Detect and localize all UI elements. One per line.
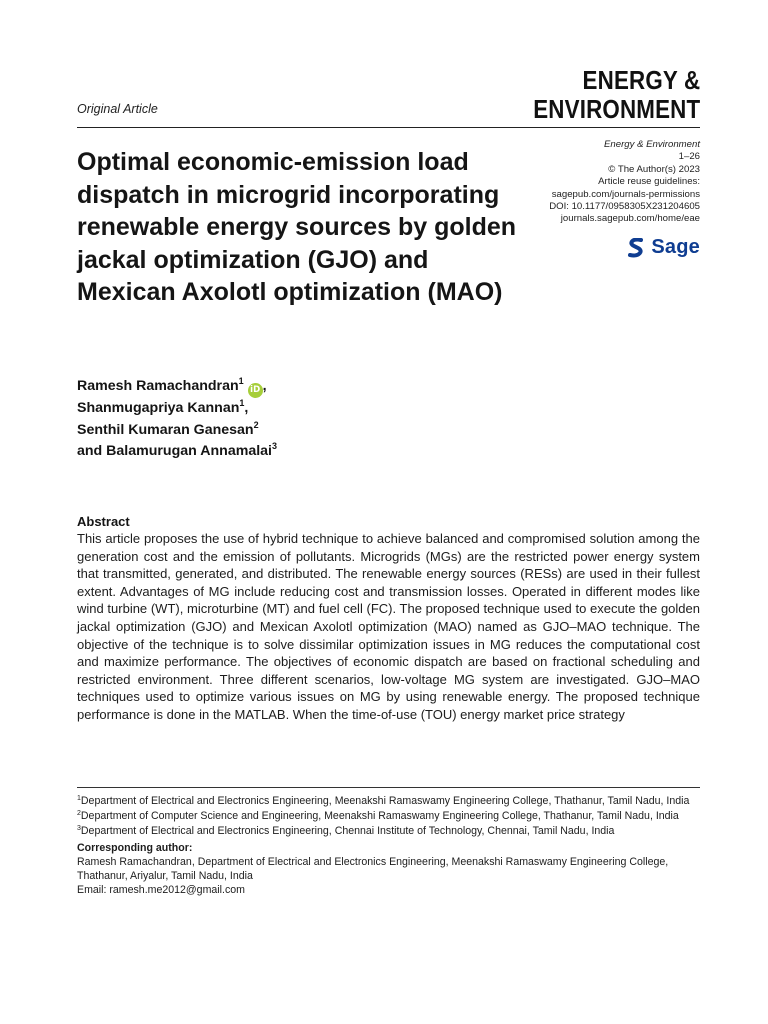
- author-affiliation-marker: 3: [272, 441, 278, 451]
- footnote-divider: [77, 787, 700, 788]
- article-metadata: [480, 139, 700, 226]
- footnotes: [77, 794, 701, 897]
- article-title: Optimal economic-emission load dispatch in microgrid incorporating renewable energy sources by golden jackal optimization (GJO) and Mexican Axolotl optimization (MAO): [77, 148, 517, 306]
- page-range: 1–26: [678, 151, 700, 163]
- sage-wordmark: Sage: [651, 236, 700, 258]
- corresponding-author-email[interactable]: Email: ramesh.me2012@gmail.com: [77, 884, 245, 897]
- journal-url[interactable]: journals.sagepub.com/home/eae: [560, 213, 700, 225]
- reuse-link[interactable]: sagepub.com/journals-permissions: [551, 188, 700, 200]
- affiliation-footnote: $^2$Department of Computer Science and Engineering, Meenakshi Ramaswamy Engineering College, Thathanur, Tamil Nadu, India: [77, 810, 679, 823]
- author: Ramesh Ramachandran$^1$iD ,: [77, 376, 277, 398]
- copyright: © The Author(s) 2023: [608, 163, 700, 175]
- affiliation-footnote: $^3$Department of Electrical and Electronics Engineering, Chennai Institute of Technology, Chennai, Tamil Nadu, India: [77, 825, 615, 838]
- author: Senthil Kumaran Ganesan$^2$: [77, 419, 259, 438]
- article-type: Original Article: [77, 102, 158, 116]
- reuse-label: Article reuse guidelines:: [598, 176, 700, 188]
- corresponding-author-details: Ramesh Ramachandran, Department of Electrical and Electronics Engineering, Meenakshi Ramaswamy Engineering College, Thathanur, Ariyalur, Tamil Nadu, India: [77, 855, 669, 883]
- abstract-body: This article proposes the use of hybrid technique to achieve balanced and compromised solution among the generation cost and the emission of pollutants. Microgrids (MGs) are the restricted power energy system that transmitted, generated, and distributed. The renewable energy sources (RESs) are used in their fullest extent. Advantages of MG include reducing cost and transmission losses. Operated in different modes like wind turbine (WT), microturbine (MT) and fuel cell (FC). The proposed technique used to execute the golden jackal optimization (GJO) and Mexican Axolotl optimization (MAO) named as GJO–MAO technique. The objective of the technique is to solve dissimilar optimization issues in MG reduces the computational cost and maximize performance. The objectives of economic dispatch are based on fractional scheduling and restricted environment. Three different scenarios, low-voltage MG system are investigated. GJO–MAO techniques used to optimize various issues on MG by using renewable energy. The proposed technique performance is done in the MATLAB. When the time-of-use (TOU) energy market price strategy: [77, 531, 700, 722]
- sage-logo: [627, 236, 700, 259]
- abstract-heading: Abstract: [77, 514, 130, 529]
- header-divider: [77, 127, 700, 128]
- author: Shanmugapriya Kannan$^1$,: [77, 398, 249, 416]
- author: and Balamurugan Annamalai$^3$: [77, 441, 278, 459]
- journal-brand-line1: ENERGY &: [582, 65, 700, 95]
- doi[interactable]: DOI: 10.1177/0958305X231204605: [549, 201, 700, 213]
- orcid-icon[interactable]: iD: [248, 383, 263, 398]
- author-affiliation-marker: 1: [239, 398, 245, 408]
- author-affiliation-marker: 2: [253, 419, 259, 430]
- author-list: [77, 376, 277, 463]
- journal-brand-line2: ENVIRONMENT: [532, 94, 700, 124]
- corresponding-author-label: Corresponding author:: [77, 841, 193, 854]
- journal-name: Energy & Environment: [604, 139, 700, 150]
- journal-brand-logo: [533, 66, 700, 124]
- author-affiliation-marker: 1: [238, 376, 244, 386]
- affiliation-footnote: $^1$Department of Electrical and Electronics Engineering, Meenakshi Ramaswamy Engineering College, Thathanur, Tamil Nadu, India: [77, 795, 690, 807]
- sage-s-icon: [627, 238, 645, 258]
